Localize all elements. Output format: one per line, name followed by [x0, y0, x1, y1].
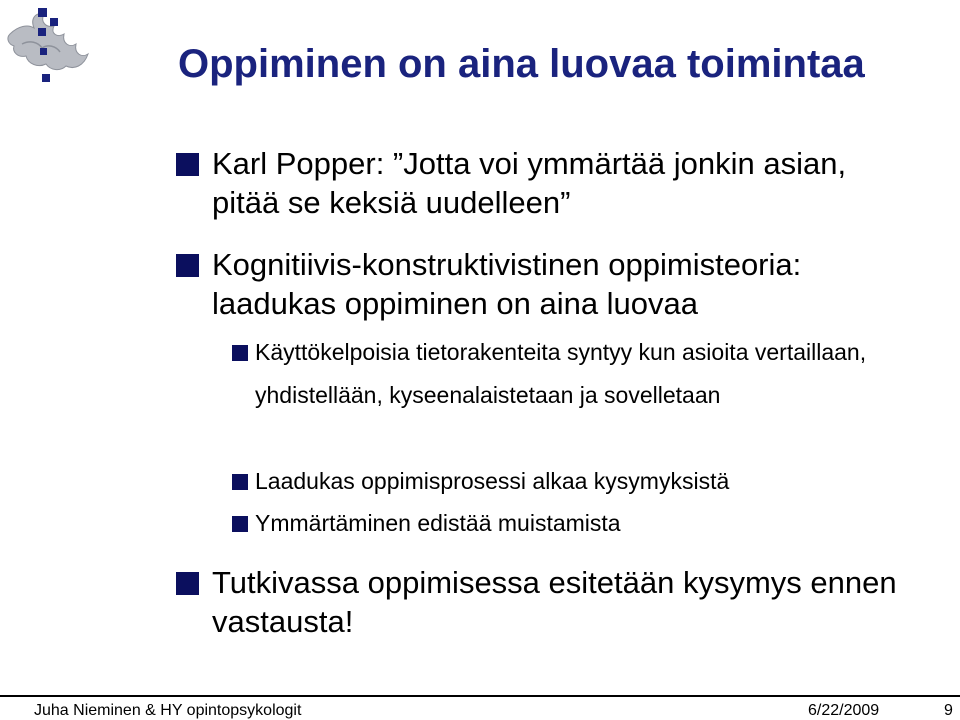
university-of-helsinki-logo-icon — [4, 4, 94, 86]
square-bullet-icon — [176, 153, 199, 176]
square-bullet-icon — [176, 254, 199, 277]
footer-divider — [0, 695, 960, 697]
sub-bullet-item — [232, 460, 872, 503]
square-bullet-icon — [232, 474, 248, 490]
footer-author: Juha Nieminen & HY opintopsykologit — [34, 702, 302, 719]
bullet-item — [176, 245, 916, 323]
sub-bullet-text: Laadukas oppimisprosessi alkaa kysymyksistä — [255, 468, 730, 494]
sub-bullet-text: Käyttökelpoisia tietorakenteita syntyy kun asioita vertaillaan, yhdistellään, kyseenalaistetaan ja sovelletaan — [255, 339, 867, 408]
bullet-text: Kognitiivis-konstruktivistinen oppimisteoria: laadukas oppiminen on aina luovaa — [212, 247, 802, 321]
square-bullet-icon — [232, 345, 248, 361]
sub-bullet-text: Ymmärtäminen edistää muistamista — [255, 510, 621, 536]
footer-date: 6/22/2009 — [808, 702, 880, 719]
bullet-text: Karl Popper: ”Jotta voi ymmärtää jonkin asian, pitää se keksiä uudelleen” — [212, 146, 847, 220]
square-bullet-icon — [176, 572, 199, 595]
sub-bullet-item — [232, 502, 872, 545]
slide-title: Oppiminen on aina luovaa toimintaa — [178, 42, 865, 86]
sub-bullet-item — [232, 331, 872, 417]
bullet-item — [176, 144, 916, 222]
bullet-text: Tutkivassa oppimisessa esitetään kysymys ennen vastausta! — [212, 565, 897, 639]
bullet-item — [176, 563, 916, 641]
square-bullet-icon — [232, 516, 248, 532]
page-number: 9 — [944, 702, 953, 719]
